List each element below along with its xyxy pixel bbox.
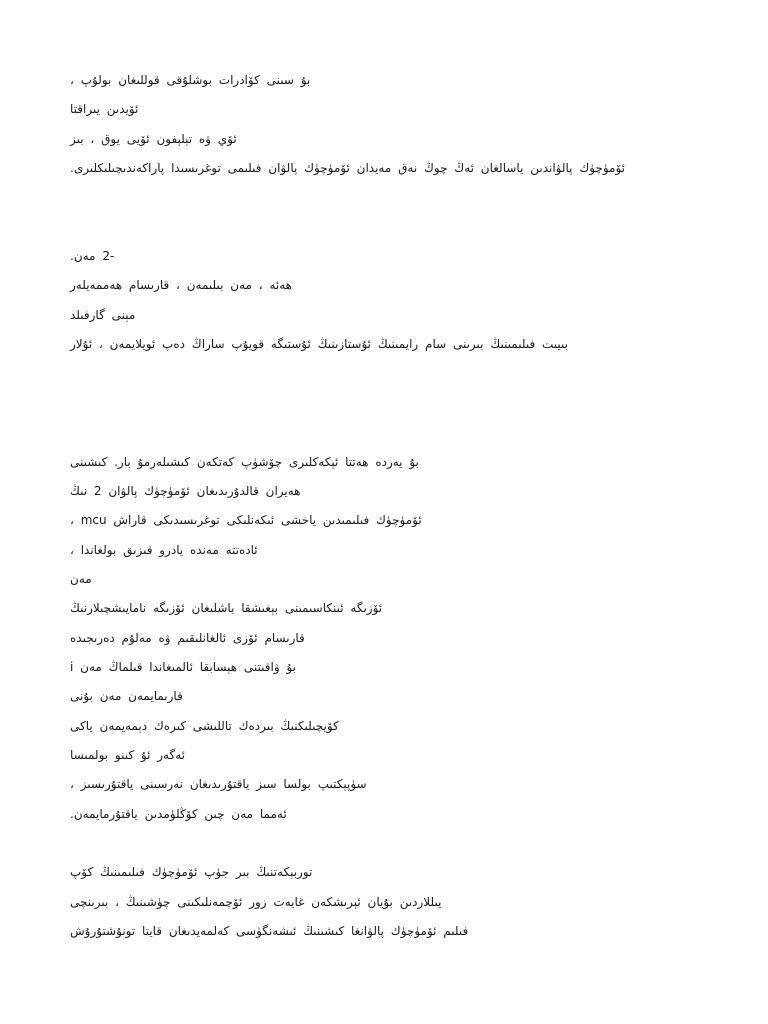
text-line: ئادەتتە مەندە يادرو قىزىق بولغاندا ،	[70, 543, 258, 557]
text-line: ئۆمۈچۈك فىلىمىدىن ياخشى ئىكەنلىكى توغرىسىدىكى قاراش mcu ،	[70, 513, 422, 527]
text-line: ئۆي ۋە تېلېفون ئۆيى يوق ، بىز	[70, 132, 237, 146]
text-line: مېنى گارفىلد	[70, 308, 136, 322]
text-line: ئۆمۈچۈك پالۋاندىن ياسالغان ئەڭ چوڭ نەق مەيدان ئۆمۈچۈك پالۋان فىلىمى توغرىسىدا پاراكەندىچىلىكلىرى.	[70, 161, 626, 175]
text-line: بۇ ۋاقىتنى ھېسابقا ئالمىغاندا قىلماڭ مەن i	[70, 660, 296, 674]
text-line: بۇ يەردە ھەتتا ئېكەكلىرى چۆشۈپ كەتكەن كىشىلەرمۇ بار. كىشىنى	[70, 455, 419, 469]
text-line: ھەيران قالدۇرىدىغان ئۆمۈچۈك پالۋان 2 نىڭ	[70, 484, 301, 498]
text-line: فىلىم ئۆمۈچۈك پالۋانغا كىشىنىڭ ئىشەنگۈسى كەلمەيدىغان قايتا تونۇشتۇرۇش	[70, 924, 469, 938]
text-line: يىللاردىن بۇيان ئېرىشكەن غايەت زور ئۆچمەنلىكىنى چۈشىنىڭ ، بىرىنچى	[70, 895, 442, 909]
text-line: بۇ سىنى كۆادرات بوشلۇقى قوللىغان بولۇپ ،	[70, 73, 311, 87]
text-line: ھەئە ، مەن بىلىمەن ، قارىسام ھەممەيلەر	[70, 278, 292, 292]
text-line: بىيىت فىلىمىنىڭ بىرىنى سام رايمىنىڭ ئۇستازىنىڭ ئۇستىگە قويۇپ ساراڭ دەپ ئويلايمەن ، ئۇلار	[70, 337, 568, 351]
text-line: ئەمما مەن چىن كۆڭلۈمدىن ياقتۇرمايمەن.	[70, 807, 287, 821]
text-line: سۈپېكتىپ بولسا سىز ياقتۇرىدىغان نەرسىنى ياقتۇرىسىز ،	[70, 777, 367, 791]
text-line: قارىمايمەن مەن بۇنى	[70, 689, 183, 703]
text-line: مەن	[70, 572, 92, 586]
text-line: -2 مەن.	[70, 249, 115, 263]
text-line: ئۆزىگە ئىنكاسىمىنى بېغىشقا باشلىغان ئۆزىگە نامايىشچىلارنىڭ	[70, 601, 383, 615]
text-line: توربېكەتنىڭ بىر جۈپ ئۆمۈچۈك فىلىمىنىڭ كۆپ	[70, 865, 313, 879]
text-line: ئۆيدىن يىراقتا	[70, 102, 139, 116]
text-line: ئەگەر ئۇ كىنو بولمىسا	[70, 748, 185, 762]
text-line: كۆيچىلىكنىڭ بىردەك تاللىشى كىرەك دېمەيمەن ياكى	[70, 719, 339, 733]
text-line: قارىسام ئۆزى ئالغانلىقىم ۋە مەلۇم دەرىجىدە	[70, 631, 305, 645]
